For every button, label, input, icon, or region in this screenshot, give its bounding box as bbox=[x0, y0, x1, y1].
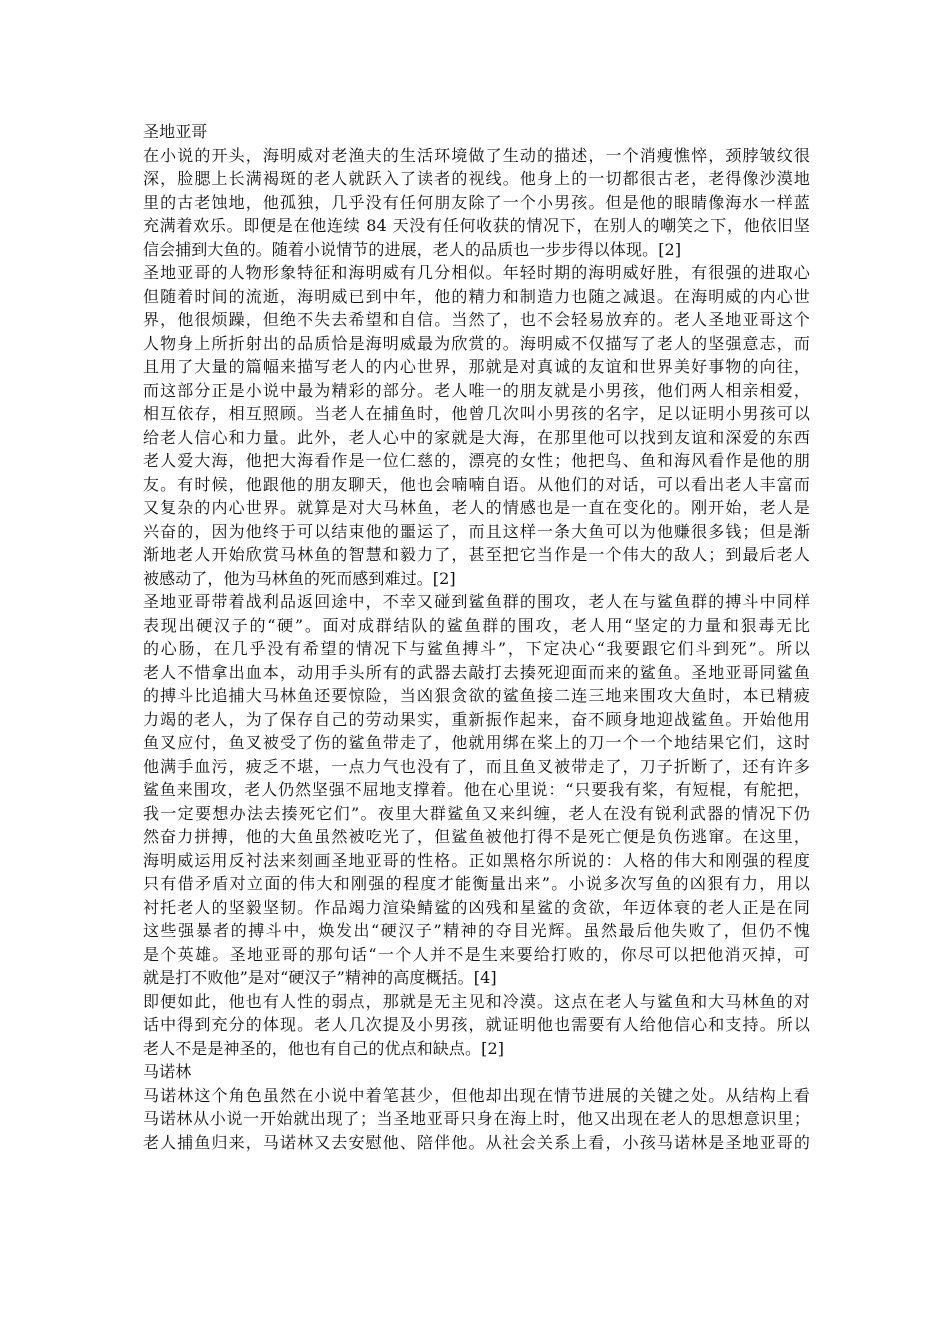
section-heading: 圣地亚哥 bbox=[143, 122, 208, 141]
text-line: 被感动了，他为马林鱼的死而感到难过。[2] bbox=[143, 568, 456, 588]
text-line: 且用了大量的篇幅来描写老人的内心世界，那就是对真诚的友谊和世界美好事物的向往， bbox=[143, 357, 810, 376]
text-line: 表现出硬汉子的“硬”。面对成群结队的鲨鱼群的围攻，老人用“坚定的力量和狠毒无比 bbox=[143, 615, 810, 635]
text-line: 我一定要想办法去揍死它们”。夜里大群鲨鱼又来纠缠，老人在没有锐利武器的情况下仍 bbox=[143, 803, 810, 823]
text-line: 友。有时候，他跟他的朋友聊天，他也会喃喃自语。从他们的对话，可以看出老人丰富而 bbox=[143, 474, 810, 494]
text-line: 在小说的开头，海明威对老渔夫的生活环境做了生动的描述，一个消瘦憔悴，颈脖皱纹很 bbox=[143, 145, 810, 165]
text-line: 话中得到充分的体现。老人几次提及小男孩，就证明他也需要有人给他信心和支持。所以 bbox=[143, 1015, 810, 1034]
text-line: 界，他很烦躁，但绝不失去希望和自信。当然了，也不会轻易放弃的。老人圣地亚哥这个 bbox=[143, 310, 810, 329]
text-line: 给老人信心和力量。此外，老人心中的家就是大海，在那里他可以找到友谊和深爱的东西 bbox=[143, 427, 810, 447]
text-line: 是个英雄。圣地亚哥的那句话“一个人并不是生来要给打败的，你尽可以把他消灭掉，可 bbox=[143, 944, 810, 964]
text-line: 相互依存，相互照顾。当老人在捕鱼时，他曾几次叫小男孩的名字，足以证明小男孩可以 bbox=[143, 404, 810, 423]
text-line: 充满着欢乐。即便是在他连续 84 天没有任何收获的情况下，在别人的嘲笑之下，他依旧坚 bbox=[143, 216, 810, 235]
text-line: 鲨鱼来围攻，老人仍然坚强不屈地支撑着。他在心里说：“只要我有桨，有短棍，有舵把， bbox=[143, 780, 810, 799]
text-line: 而这部分正是小说中最为精彩的部分。老人唯一的朋友就是小男孩，他们两人相亲相爱， bbox=[143, 380, 810, 400]
text-line: 信会捕到大鱼的。随着小说情节的进展，老人的品质也一步步得以体现。[2] bbox=[143, 239, 682, 259]
text-line: 深，脸腮上长满褐斑的老人就跃入了读者的视线。他身上的一切都很古老，老得像沙漠地 bbox=[143, 169, 810, 188]
text-line: 衬托老人的坚毅坚韧。作品竭力渲染鲭鲨的凶残和星鲨的贪欲，年迈体衰的老人正是在同 bbox=[143, 897, 810, 917]
text-line: 老人捕鱼归来，马诺林又去安慰他、陪伴他。从社会关系上看，小孩马诺林是圣地亚哥的 bbox=[143, 1132, 810, 1152]
text-line: 力竭的老人，为了保存自己的劳动果实，重新振作起来，奋不顾身地迎战鲨鱼。开始他用 bbox=[143, 709, 810, 729]
text-line: 人物身上所折射出的品质恰是海明威最为欣赏的。海明威不仅描写了老人的坚强意志，而 bbox=[143, 333, 810, 353]
document-body bbox=[143, 120, 810, 1154]
text-line: 就是打不败他”是对“硬汉子”精神的高度概括。[4] bbox=[143, 968, 497, 987]
text-line: 马诺林这个角色虽然在小说中着笔甚少，但他却出现在情节进展的关键之处。从结构上看 bbox=[143, 1085, 810, 1105]
text-line: 海明威运用反衬法来刻画圣地亚哥的性格。正如黑格尔所说的：人格的伟大和刚强的程度 bbox=[143, 850, 810, 870]
text-line: 圣地亚哥的人物形象特征和海明威有几分相似。年轻时期的海明威好胜，有很强的进取心 bbox=[143, 263, 810, 282]
text-line: 只有借矛盾对立面的伟大和刚强的程度才能衡量出来”。小说多次写鱼的凶狠有力，用以 bbox=[143, 874, 810, 893]
text-line: 的搏斗比追捕大马林鱼还要惊险，当凶狠贪欲的鲨鱼接二连三地来围攻大鱼时，本已精疲 bbox=[143, 686, 810, 705]
text-line: 老人爱大海，他把大海看作是一位仁慈的，漂亮的女性；他把鸟、鱼和海风看作是他的朋 bbox=[143, 451, 810, 470]
text-line: 马诺林从小说一开始就出现了；当圣地亚哥只身在海上时，他又出现在老人的思想意识里； bbox=[143, 1109, 810, 1128]
text-line: 的心肠，在几乎没有希望的情况下与鲨鱼搏斗”，下定决心“我要跟它们斗到死”。所以 bbox=[143, 639, 810, 658]
text-line: 里的古老蚀地，他孤独，几乎没有任何朋友除了一个小男孩。但是他的眼睛像海水一样蓝 bbox=[143, 192, 810, 212]
section-heading: 马诺林 bbox=[143, 1062, 192, 1081]
text-line: 圣地亚哥带着战利品返回途中，不幸又碰到鲨鱼群的围攻，老人在与鲨鱼群的搏斗中同样 bbox=[143, 592, 810, 611]
text-line: 老人不是是神圣的，他也有自己的优点和缺点。[2] bbox=[143, 1038, 505, 1058]
text-line: 老人不惜拿出血本，动用手头所有的武器去敲打去揍死迎面而来的鲨鱼。圣地亚哥同鲨鱼 bbox=[143, 662, 810, 682]
text-line: 他满手血污，疲乏不堪，一点力气也没有了，而且鱼叉被带走了，刀子折断了，还有许多 bbox=[143, 756, 810, 776]
text-line: 鱼叉应付，鱼叉被受了伤的鲨鱼带走了，他就用绑在桨上的刀一个一个地结果它们，这时 bbox=[143, 733, 810, 752]
text-line: 渐地老人开始欣赏马林鱼的智慧和毅力了，甚至把它当作是一个伟大的敌人；到最后老人 bbox=[143, 545, 810, 564]
text-line: 又复杂的内心世界。就算是对大马林鱼，老人的情感也是一直在变化的。刚开始，老人是 bbox=[143, 498, 810, 517]
text-line: 然奋力拼搏，他的大鱼虽然被吃光了，但鲨鱼被他打得不是死亡便是负伤逃窜。在这里， bbox=[143, 827, 810, 846]
text-line: 兴奋的，因为他终于可以结束他的噩运了，而且这样一条大鱼可以为他赚很多钱；但是渐 bbox=[143, 521, 810, 541]
text-line: 这些强暴者的搏斗中，焕发出“硬汉子”精神的夺目光辉。虽然最后他失败了，但仍不愧 bbox=[143, 921, 810, 940]
text-line: 但随着时间的流逝，海明威已到中年，他的精力和制造力也随之减退。在海明威的内心世 bbox=[143, 286, 810, 306]
text-line: 即便如此，他也有人性的弱点，那就是无主见和冷漠。这点在老人与鲨鱼和大马林鱼的对 bbox=[143, 991, 810, 1011]
